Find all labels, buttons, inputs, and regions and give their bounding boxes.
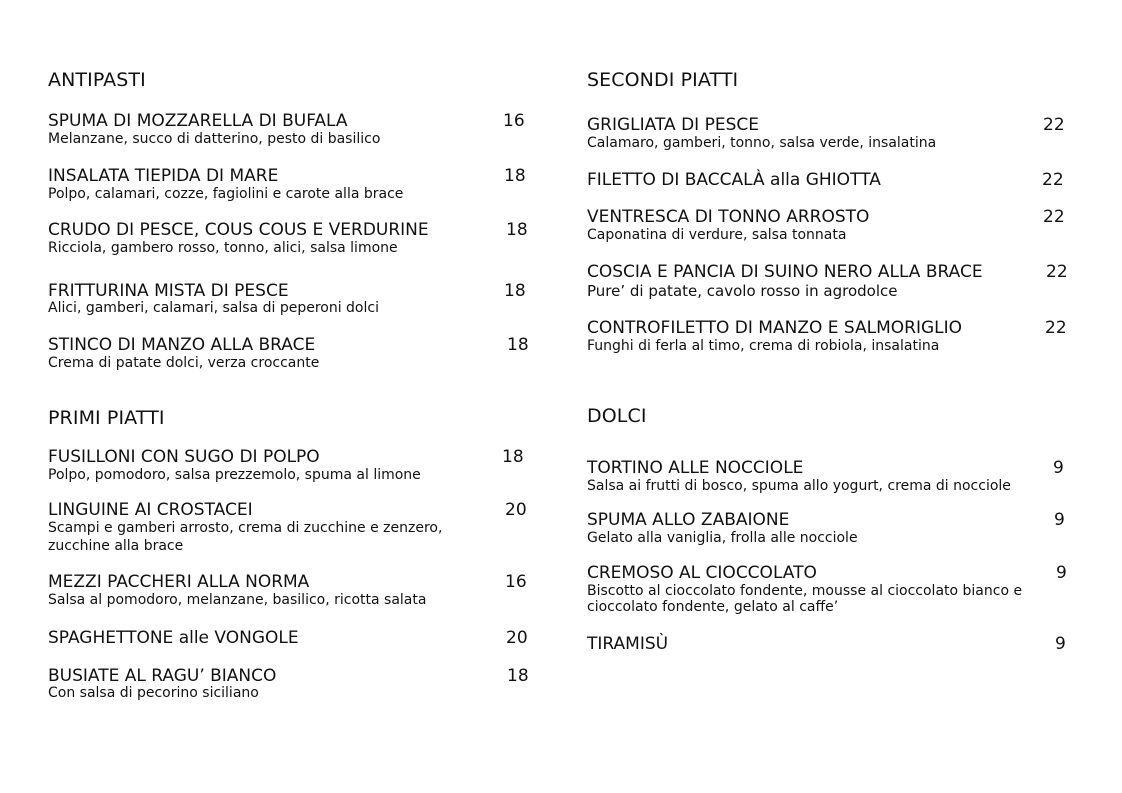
dish-name: FILETTO DI BACCALÀ alla GHIOTTA bbox=[587, 170, 881, 190]
dish-name: CONTROFILETTO DI MANZO E SALMORIGLIO bbox=[587, 318, 963, 338]
dish-name: STINCO DI MANZO ALLA BRACE bbox=[48, 335, 316, 355]
dish-name: CREMOSO AL CIOCCOLATO bbox=[587, 563, 817, 583]
dish-name: FRITTURINA MISTA DI PESCE bbox=[48, 281, 289, 301]
dish-description: Polpo, calamari, cozze, fagiolini e carote alla brace bbox=[48, 186, 404, 202]
dish-description: Con salsa di pecorino siciliano bbox=[48, 685, 259, 701]
dish-name: MEZZI PACCHERI ALLA NORMA bbox=[48, 572, 310, 592]
dish-price: 18 bbox=[504, 166, 526, 186]
dish-description: Gelato alla vaniglia, frolla alle nocciole bbox=[587, 530, 858, 546]
dish-price: 22 bbox=[1045, 318, 1067, 338]
dish-description: Biscotto al cioccolato fondente, mousse al cioccolato bianco e bbox=[587, 583, 1023, 599]
dish-name: COSCIA E PANCIA DI SUINO NERO ALLA BRACE bbox=[587, 262, 983, 282]
dish-name: SPUMA DI MOZZARELLA DI BUFALA bbox=[48, 111, 348, 131]
dish-name: FUSILLONI CON SUGO DI POLPO bbox=[48, 447, 320, 467]
dish-price: 20 bbox=[506, 628, 528, 648]
dish-price: 16 bbox=[505, 572, 527, 592]
dish-name: TIRAMISÙ bbox=[587, 634, 669, 654]
dish-description: Funghi di ferla al timo, crema di robiola, insalatina bbox=[587, 338, 940, 354]
dish-price: 22 bbox=[1042, 170, 1064, 190]
dish-description: Calamaro, gamberi, tonno, salsa verde, insalatina bbox=[587, 135, 937, 151]
dish-description: zucchine alla brace bbox=[48, 538, 184, 554]
dish-description: Alici, gamberi, calamari, salsa di peperoni dolci bbox=[48, 300, 379, 316]
dish-price: 22 bbox=[1046, 262, 1068, 282]
dish-description: Crema di patate dolci, verza croccante bbox=[48, 355, 320, 371]
dish-price: 9 bbox=[1056, 563, 1067, 583]
dish-description: Polpo, pomodoro, salsa prezzemolo, spuma al limone bbox=[48, 467, 421, 483]
dish-price: 16 bbox=[503, 111, 525, 131]
dish-description: Salsa al pomodoro, melanzane, basilico, ricotta salata bbox=[48, 592, 427, 608]
dish-price: 18 bbox=[507, 335, 529, 355]
dish-description: Salsa ai frutti di bosco, spuma allo yogurt, crema di nocciole bbox=[587, 478, 1011, 494]
dish-name: GRIGLIATA DI PESCE bbox=[587, 115, 759, 135]
dish-name: CRUDO DI PESCE, COUS COUS E VERDURINE bbox=[48, 220, 429, 240]
dish-price: 9 bbox=[1053, 458, 1064, 478]
dish-price: 9 bbox=[1054, 510, 1065, 530]
dish-name: INSALATA TIEPIDA DI MARE bbox=[48, 166, 279, 186]
section-title-secondi: SECONDI PIATTI bbox=[587, 69, 739, 91]
dish-price: 22 bbox=[1043, 115, 1065, 135]
dish-description: Caponatina di verdure, salsa tonnata bbox=[587, 227, 847, 243]
dish-name: SPAGHETTONE alle VONGOLE bbox=[48, 628, 299, 648]
dish-price: 18 bbox=[502, 447, 524, 467]
dish-price: 22 bbox=[1043, 207, 1065, 227]
dish-price: 18 bbox=[507, 666, 529, 686]
dish-price: 20 bbox=[505, 500, 527, 520]
dish-description: cioccolato fondente, gelato al caffe’ bbox=[587, 599, 839, 615]
dish-name: VENTRESCA DI TONNO ARROSTO bbox=[587, 207, 870, 227]
dish-description: Scampi e gamberi arrosto, crema di zucchine e zenzero, bbox=[48, 520, 443, 536]
dish-name: TORTINO ALLE NOCCIOLE bbox=[587, 458, 804, 478]
dish-description: Melanzane, succo di datterino, pesto di basilico bbox=[48, 131, 381, 147]
dish-description: Ricciola, gambero rosso, tonno, alici, salsa limone bbox=[48, 240, 398, 256]
section-title-dolci: DOLCI bbox=[587, 405, 647, 427]
dish-name: BUSIATE AL RAGU’ BIANCO bbox=[48, 666, 277, 686]
dish-price: 18 bbox=[504, 281, 526, 301]
section-title-primi: PRIMI PIATTI bbox=[48, 407, 165, 429]
section-title-antipasti: ANTIPASTI bbox=[48, 69, 146, 91]
dish-description: Pure’ di patate, cavolo rosso in agrodolce bbox=[587, 282, 898, 300]
dish-price: 18 bbox=[506, 220, 528, 240]
dish-price: 9 bbox=[1055, 634, 1066, 654]
dish-name: SPUMA ALLO ZABAIONE bbox=[587, 510, 790, 530]
dish-name: LINGUINE AI CROSTACEI bbox=[48, 500, 253, 520]
